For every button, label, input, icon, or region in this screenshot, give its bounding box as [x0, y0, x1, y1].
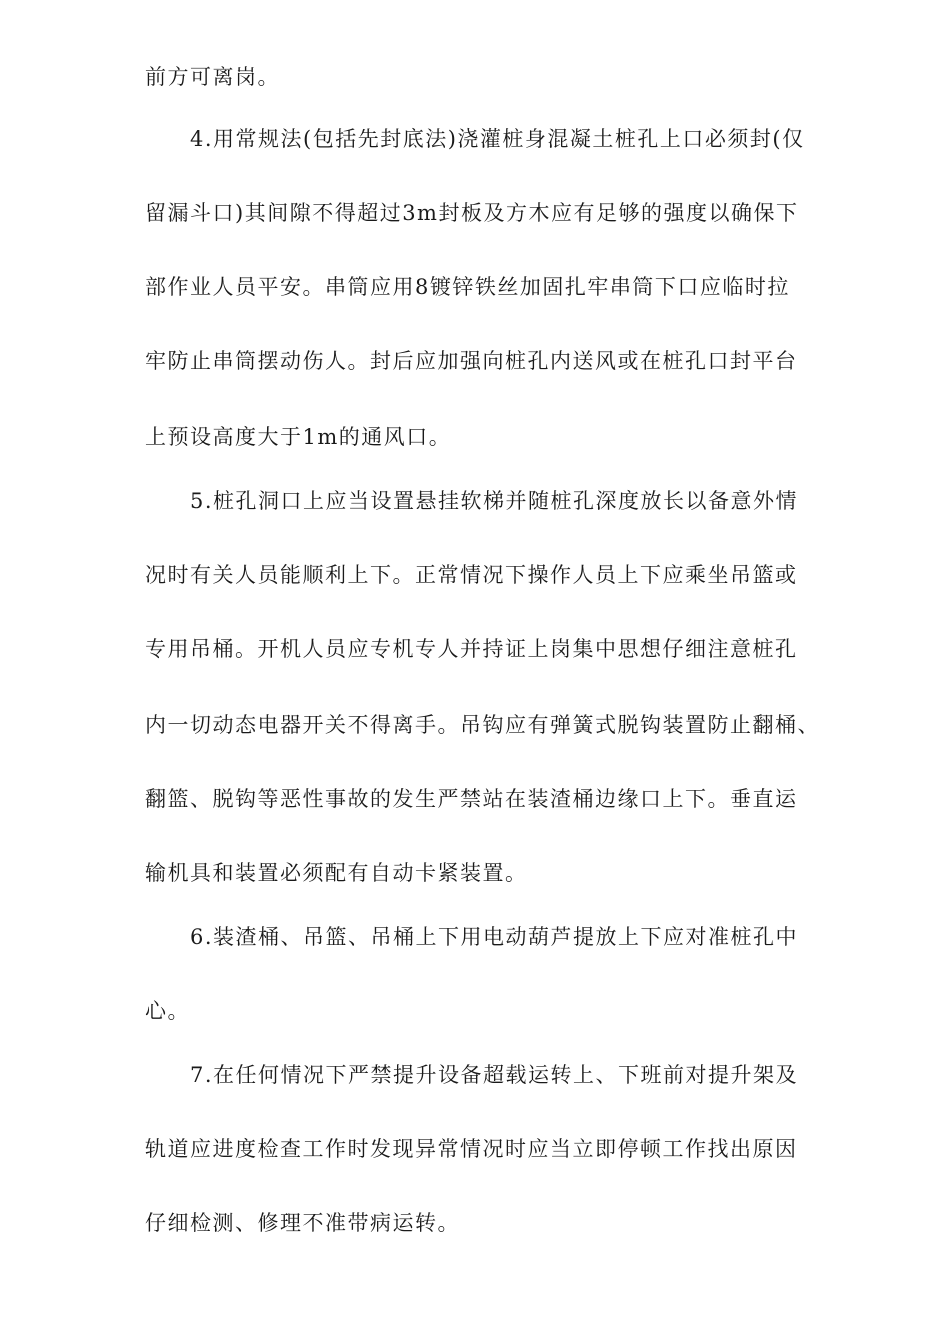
text-line: 上预设高度大于1m的通风口。: [145, 425, 452, 449]
text-line: 前方可离岗。: [145, 65, 280, 89]
paragraph-6-start: 6.装渣桶、吊篮、吊桶上下用电动葫芦提放上下应对准桩孔中: [190, 925, 799, 949]
paragraph-7-start: 7.在任何情况下严禁提升设备超载运转上、下班前对提升架及: [190, 1063, 799, 1087]
text-line: 输机具和装置必须配有自动卡紧装置。: [145, 861, 528, 885]
text-line: 心。: [145, 999, 190, 1023]
text-line: 部作业人员平安。串筒应用8镀锌铁丝加固扎牢串筒下口应临时拉: [145, 275, 790, 299]
text-line: 专用吊桶。开机人员应专机专人并持证上岗集中思想仔细注意桩孔: [145, 637, 798, 661]
text-line: 翻篮、脱钩等恶性事故的发生严禁站在装渣桶边缘口上下。垂直运: [145, 787, 798, 811]
text-line: 轨道应进度检查工作时发现异常情况时应当立即停顿工作找出原因: [145, 1137, 798, 1161]
paragraph-4-start: 4.用常规法(包括先封底法)浇灌桩身混凝土桩孔上口必须封(仅: [190, 127, 805, 151]
text-line: 况时有关人员能顺利上下。正常情况下操作人员上下应乘坐吊篮或: [145, 563, 798, 587]
text-line: 留漏斗口)其间隙不得超过3m封板及方木应有足够的强度以确保下: [145, 201, 799, 225]
text-line: 牢防止串筒摆动伤人。封后应加强向桩孔内送风或在桩孔口封平台: [145, 349, 798, 373]
text-line: 仔细检测、修理不准带病运转。: [145, 1211, 460, 1235]
paragraph-5-start: 5.桩孔洞口上应当设置悬挂软梯并随桩孔深度放长以备意外情: [190, 489, 799, 513]
text-line: 内一切动态电器开关不得离手。吊钩应有弹簧式脱钩装置防止翻桶、: [145, 713, 820, 737]
